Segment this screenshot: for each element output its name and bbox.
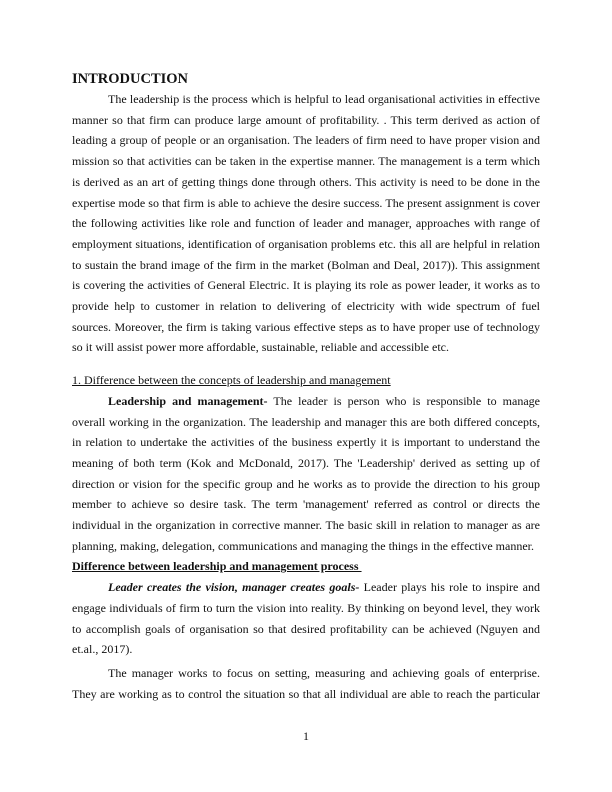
section1-heading-text: 1. Difference between the concepts of leadership and management [72, 373, 391, 388]
point1-text: Leader plays his role to inspire and engage individuals of firm to turn the vision into reality. By thinking on beyond level, they work to accomplish goals of organisation so that desired profitability can be achieved (Nguyen and et.al., 2017). [72, 580, 540, 657]
section1-heading [72, 370, 540, 391]
section1-lead: Leadership and management- [108, 393, 268, 408]
point1-paragraph [72, 577, 540, 660]
heading-introduction: INTRODUCTION [72, 71, 189, 87]
section1-text: The leader is person who is responsible to manage overall working in the organization. The leadership and manager this are both differed concepts, in relation to undertake the activities of the business expertly it is important to understand the meaning of both term (Kok and McDonald, 2017). The 'Leadership' derived as setting up of direction or vision for the specific group and he works as to provide the direction to his group member to achieve so desire task. The term 'management' referred as control or directs the individual in the organization in corrective manner. The basic skill in relation to manager as are planning, making, delegation, communications and managing the things in the effective manner. [72, 393, 540, 553]
intro-paragraph: The leadership is the process which is helpful to lead organisational activities in effective manner so that firm can produce large amount of profitability. . This term derived as action of leading a group of people or an organisation. The leaders of firm need to have proper vision and mission so that activities can be taken in the expertise manner. The management is a term which is derived as an art of getting things done through others. This activity is need to be done in the expertise mode so that firm is able to achieve the desire success. The present assignment is cover the following activities like role and function of leader and manager, approaches with range of employment situations, identification of organisation problems etc. this all are helpful in relation to sustain the brand image of the firm in the market (Bolman and Deal, 2017)). This assignment is covering the activities of General Electric. It is playing its role as power leader, it works as to provide help to customer in relation to delivering of electricity with wide spectrum of fuel sources. Moreover, the firm is taking various effective steps as to have proper use of technology so it will assist power more affordable, sustainable, reliable and accessible etc. [72, 92, 540, 355]
document-page [72, 70, 540, 704]
subheading [72, 556, 540, 577]
manager-paragraph: The manager works to focus on setting, measuring and achieving goals of enterprise. They are working as to control the situation so that all individual are able to reach the particular [72, 665, 540, 701]
spacer [72, 358, 540, 370]
subheading-text: Difference between leadership and management process [72, 559, 362, 574]
section1-paragraph [72, 391, 540, 557]
page-number: 1 [303, 729, 309, 743]
point1-lead: Leader creates the vision, manager creates goals- [108, 580, 360, 595]
